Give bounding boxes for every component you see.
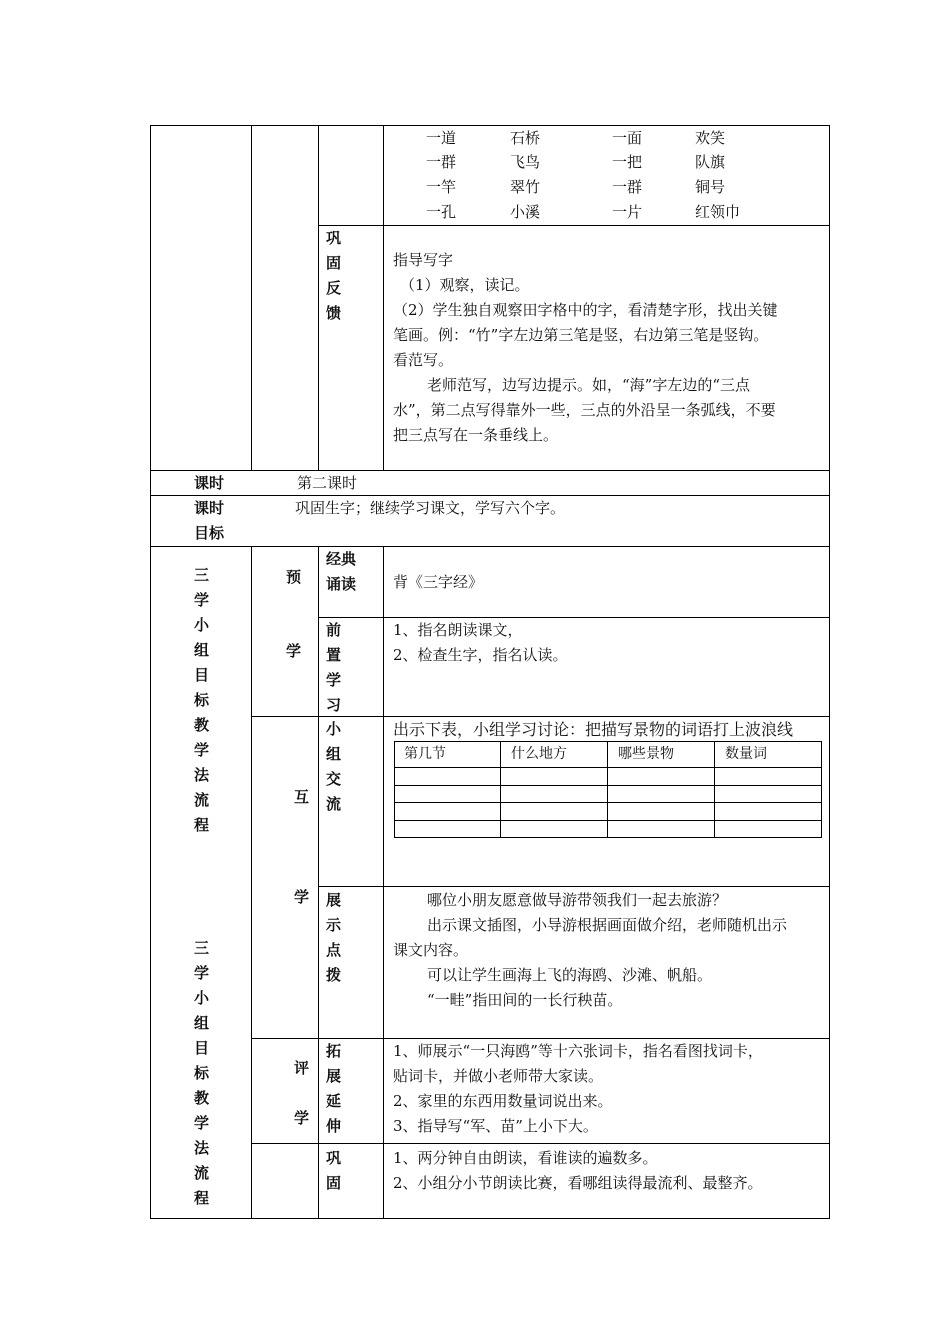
content-line: 老师范写，边写边提示。如，“海”字左边的“三点 (427, 376, 751, 394)
side-char: 小 (194, 616, 210, 634)
show-line: 课文内容。 (393, 941, 469, 959)
group-table-rule (394, 741, 395, 838)
table-rule (251, 1143, 830, 1144)
group-intro: 出示下表，小组学习讨论：把描写景物的词语打上波浪线 (393, 720, 794, 739)
table-col-rule (251, 125, 252, 471)
table-col-rule (251, 546, 252, 1219)
group-table-rule (500, 741, 501, 838)
measure-word: 一群 (612, 178, 643, 196)
group-table-rule (394, 837, 822, 838)
content-line: 指导写字 (393, 251, 454, 269)
group-table-rule (394, 741, 822, 742)
measure-word: 石桥 (510, 129, 541, 147)
label-char: 置 (326, 646, 342, 664)
table-border-right (829, 125, 830, 1219)
goal-label: 目标 (194, 524, 225, 542)
final-line: 1、两分钟自由朗读，看谁读的遍数多。 (393, 1149, 658, 1167)
extend-line: 2、家里的东西用数量词说出来。 (393, 1092, 613, 1110)
stage-evaluate: 评 (294, 1059, 310, 1077)
period-value: 第二课时 (297, 474, 358, 492)
show-line: “一畦”指田间的一长行秧苗。 (427, 991, 623, 1009)
label-char: 习 (326, 696, 342, 714)
side-char: 标 (194, 691, 210, 709)
table-rule (251, 1038, 830, 1039)
measure-word: 一片 (612, 203, 643, 221)
label-char: 拓 (326, 1042, 342, 1060)
pre-study-line: 1、指名朗读课文， (393, 621, 523, 639)
side-char: 目 (194, 1039, 210, 1057)
group-table-rule (394, 820, 822, 821)
side-char: 学 (194, 591, 210, 609)
table-border-bottom (150, 1218, 830, 1219)
side-char: 目 (194, 666, 210, 684)
side-char: 流 (194, 1164, 210, 1182)
label-char: 伸 (326, 1117, 342, 1135)
table-rule (150, 546, 830, 547)
group-table-header: 数量词 (725, 746, 767, 762)
period-label: 课时 (194, 474, 225, 492)
goal-value: 巩固生字；继续学习课文，学写六个字。 (295, 499, 566, 517)
table-rule (150, 495, 830, 496)
measure-word: 红领巾 (695, 203, 741, 221)
side-char: 教 (194, 716, 210, 734)
extend-line: 1、师展示“一只海鸥”等十六张词卡，指名看图找词卡， (393, 1042, 763, 1060)
pre-study-line: 2、检查生字，指名认读。 (393, 646, 568, 664)
measure-word: 翠竹 (510, 178, 541, 196)
extend-line: 贴词卡，并做小老师带大家读。 (393, 1067, 604, 1085)
content-line: 看范写。 (393, 351, 454, 369)
group-table-header: 第几节 (404, 746, 446, 762)
side-char: 学 (194, 964, 210, 982)
side-char: 标 (194, 1064, 210, 1082)
side-char: 组 (194, 1014, 210, 1032)
label-char: 反 (326, 279, 342, 297)
label-char: 前 (326, 621, 342, 639)
group-table-header: 哪些景物 (618, 746, 674, 762)
table-rule (318, 225, 830, 226)
label-char: 点 (326, 941, 342, 959)
final-line: 2、小组分小节朗读比赛，看哪组读得最流利、最整齐。 (393, 1174, 763, 1192)
extend-line: 3、指导写“军、苗”上小下大。 (393, 1117, 598, 1135)
side-char: 学 (194, 1114, 210, 1132)
group-table-rule (714, 741, 715, 838)
group-table-rule (394, 802, 822, 803)
group-table-header: 什么地方 (511, 746, 567, 762)
final-label: 巩 (326, 1149, 342, 1167)
side-char: 程 (194, 816, 210, 834)
stage-interact: 学 (294, 888, 310, 906)
content-line: 把三点写在一条垂线上。 (393, 426, 559, 444)
stage-interact: 互 (294, 788, 310, 806)
measure-word: 铜号 (695, 178, 726, 196)
stage-evaluate: 学 (294, 1109, 310, 1127)
side-char: 三 (194, 939, 210, 957)
label-char: 组 (326, 745, 342, 763)
side-char: 学 (194, 741, 210, 759)
label-char: 流 (326, 795, 342, 813)
label-char: 交 (326, 770, 342, 788)
table-col-rule (383, 125, 384, 471)
goal-label: 课时 (194, 499, 225, 517)
content-line: （2）学生独自观察田字格中的字，看清楚字形，找出关键 (393, 301, 778, 319)
measure-word: 小溪 (510, 203, 541, 221)
measure-word: 一孔 (426, 203, 457, 221)
table-border-top (150, 125, 830, 126)
table-col-rule (318, 546, 319, 1219)
side-char: 法 (194, 766, 210, 784)
measure-word: 一面 (612, 129, 643, 147)
group-table-rule (607, 741, 608, 838)
side-char: 三 (194, 566, 210, 584)
classic-label: 诵读 (326, 575, 357, 593)
table-rule (318, 617, 830, 618)
side-char: 小 (194, 989, 210, 1007)
label-char: 固 (326, 254, 342, 272)
content-line: 笔画。例：“竹”字左边第三笔是竖，右边第三笔是竖钩。 (393, 326, 769, 344)
content-line: （1）观察，读记。 (400, 276, 530, 294)
table-col-rule (383, 546, 384, 1219)
measure-word: 欢笑 (695, 129, 726, 147)
show-line: 哪位小朋友愿意做导游带领我们一起去旅游？ (427, 891, 728, 909)
side-char: 法 (194, 1139, 210, 1157)
measure-word: 队旗 (695, 153, 726, 171)
label-char: 展 (326, 891, 342, 909)
label-char: 展 (326, 1067, 342, 1085)
label-char: 学 (326, 671, 342, 689)
group-table-rule (394, 767, 822, 768)
show-line: 可以让学生画海上飞的海鸥、沙滩、帆船。 (427, 966, 713, 984)
measure-word: 一把 (612, 153, 643, 171)
label-char: 馈 (326, 304, 342, 322)
label-char: 示 (326, 916, 342, 934)
content-line: 水”，第二点写得靠外一些，三点的外沿呈一条弧线，不要 (393, 401, 776, 419)
label-char: 巩 (326, 229, 342, 247)
classic-label: 经典 (326, 550, 357, 568)
measure-word: 一道 (426, 129, 457, 147)
final-label: 固 (326, 1174, 342, 1192)
table-col-rule (318, 125, 319, 471)
classic-content: 背《三字经》 (393, 573, 484, 591)
stage-preview: 预 (286, 568, 302, 586)
stage-preview: 学 (286, 642, 302, 660)
measure-word: 一竿 (426, 178, 457, 196)
table-rule (150, 470, 830, 471)
group-table-rule (821, 741, 822, 838)
label-char: 延 (326, 1092, 342, 1110)
side-char: 程 (194, 1189, 210, 1207)
label-char: 小 (326, 720, 342, 738)
table-border-left (150, 125, 151, 1219)
show-line: 出示课文插图，小导游根据画面做介绍，老师随机出示 (427, 916, 788, 934)
label-char: 拨 (326, 966, 342, 984)
measure-word: 飞鸟 (510, 153, 541, 171)
side-char: 流 (194, 791, 210, 809)
table-rule (318, 886, 830, 887)
group-table-rule (394, 785, 822, 786)
measure-word: 一群 (426, 153, 457, 171)
side-char: 组 (194, 641, 210, 659)
side-char: 教 (194, 1089, 210, 1107)
table-rule (251, 716, 830, 717)
